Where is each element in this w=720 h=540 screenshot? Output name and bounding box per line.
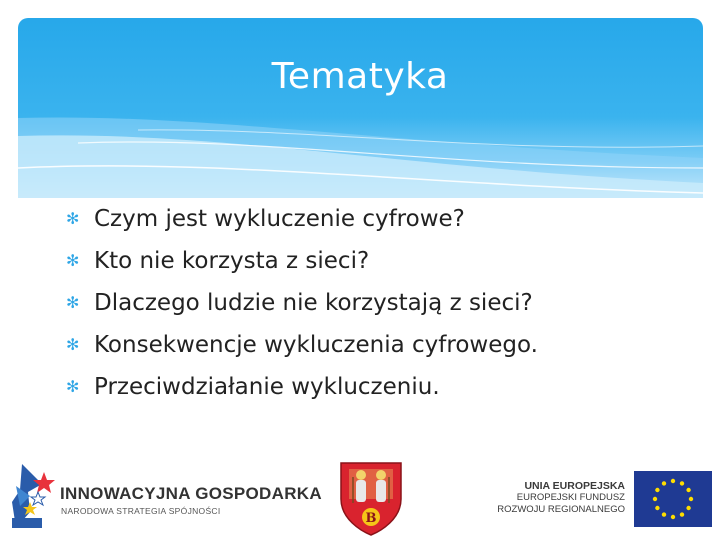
asterisk-bullet-icon: ✻ [66, 335, 80, 354]
innowacyjna-gospodarka-subtitle: NARODOWA STRATEGIA SPÓJNOŚCI [61, 506, 221, 516]
asterisk-bullet-icon: ✻ [66, 251, 80, 270]
bullet-item [66, 240, 538, 282]
bullet-text: Czym jest wykluczenie cyfrowe? [94, 206, 465, 232]
innowacyjna-gospodarka-logo-icon [8, 462, 56, 530]
crest-letter: B [365, 511, 377, 526]
eu-line-3: ROZWOJU REGIONALNEGO [497, 504, 625, 515]
eu-line-1: UNIA EUROPEJSKA [524, 480, 625, 492]
innowacyjna-gospodarka-name: INNOWACYJNA GOSPODARKA [60, 484, 322, 503]
title-banner [18, 18, 703, 198]
bullet-item [66, 198, 538, 240]
bullet-text: Dlaczego ludzie nie korzystają z sieci? [94, 290, 533, 316]
city-crest-icon [337, 459, 405, 537]
bullet-text: Przeciwdziałanie wykluczeniu. [94, 374, 440, 400]
banner-wave-decoration [18, 18, 703, 198]
bullet-item [66, 282, 538, 324]
bullet-text: Kto nie korzysta z sieci? [94, 248, 370, 274]
eu-line-2: EUROPEJSKI FUNDUSZ [516, 492, 625, 503]
bullet-list [66, 198, 538, 408]
bullet-text: Konsekwencje wykluczenia cyfrowego. [94, 332, 538, 358]
asterisk-bullet-icon: ✻ [66, 293, 80, 312]
bullet-item [66, 366, 538, 408]
bullet-item [66, 324, 538, 366]
slide-title: Tematyka [271, 56, 449, 97]
asterisk-bullet-icon: ✻ [66, 377, 80, 396]
asterisk-bullet-icon: ✻ [66, 209, 80, 228]
eu-flag-icon [634, 471, 712, 527]
eu-text-block [482, 480, 625, 516]
